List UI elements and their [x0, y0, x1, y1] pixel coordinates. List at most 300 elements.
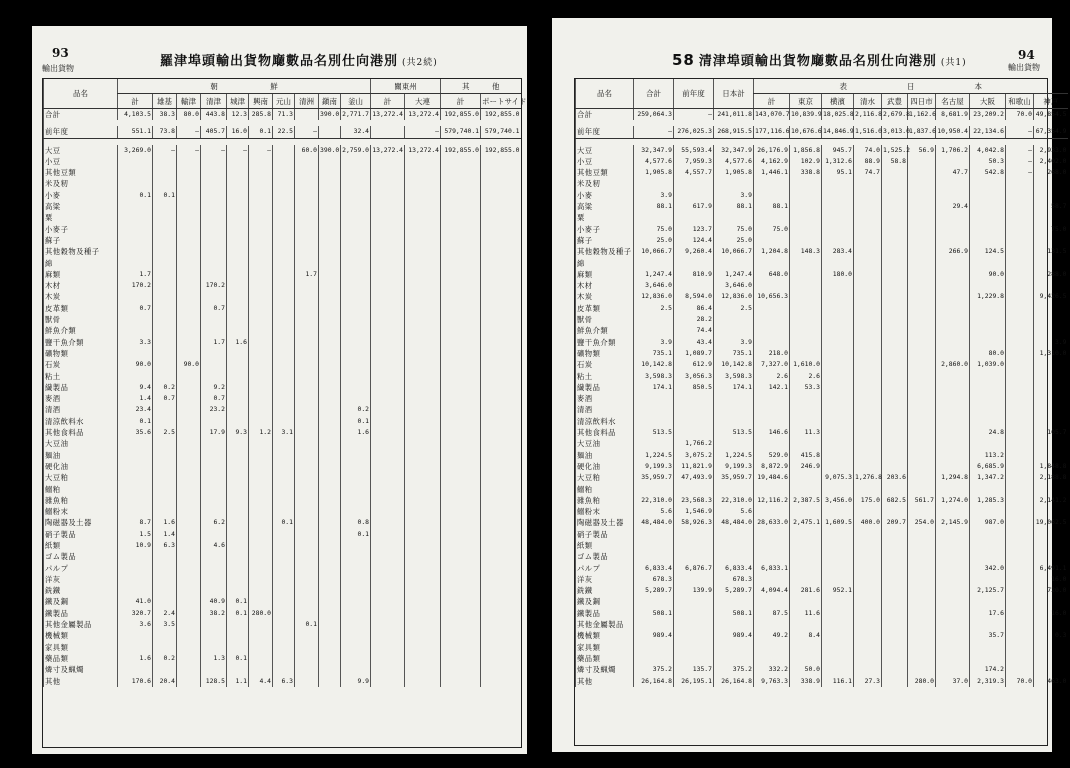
table-cell [177, 382, 201, 393]
table-cell [177, 653, 201, 664]
table-cell: 9.4 [118, 382, 153, 393]
table-cell [854, 224, 882, 235]
table-cell [341, 246, 371, 257]
table-cell [273, 314, 295, 325]
table-cell [153, 664, 177, 675]
table-cell [341, 224, 371, 235]
table-cell: 332.2 [754, 664, 790, 675]
table-cell [319, 630, 341, 641]
table-cell [441, 484, 481, 495]
table-row [576, 212, 1068, 223]
table-cell [201, 664, 227, 675]
table-cell [970, 393, 1006, 404]
table-cell: 320.7 [118, 608, 153, 619]
table-cell [1006, 269, 1034, 280]
table-cell [970, 382, 1006, 393]
table-cell [908, 291, 936, 302]
table-cell [249, 201, 273, 212]
table-row [576, 461, 1068, 472]
table-cell [1006, 348, 1034, 359]
table-cell [118, 178, 153, 189]
table-cell [822, 664, 854, 675]
table-cell: 49.2 [754, 630, 790, 641]
table-cell [405, 348, 441, 359]
table-cell [249, 337, 273, 348]
table-cell [201, 359, 227, 370]
table-cell: 1,706.2 [936, 145, 970, 156]
table-cell [405, 201, 441, 212]
table-cell [341, 359, 371, 370]
table-cell [790, 484, 822, 495]
table-cell [441, 190, 481, 201]
table-cell [1006, 178, 1034, 189]
table-cell: 170.2 [118, 280, 153, 291]
table-cell: 2,771.7 [341, 109, 371, 121]
table-cell [227, 201, 249, 212]
table-cell: 113.2 [970, 450, 1006, 461]
table-cell [936, 404, 970, 415]
table-cell: 405.7 [201, 126, 227, 138]
table-cell [153, 235, 177, 246]
table-cell [405, 630, 441, 641]
table-cell: 1,856.8 [790, 145, 822, 156]
table-row [44, 574, 521, 585]
table-cell: 5.6 [634, 506, 674, 517]
row-label: 獸骨 [44, 314, 118, 325]
table-cell [153, 291, 177, 302]
table-cell [273, 393, 295, 404]
table-cell [634, 596, 674, 607]
table-cell [227, 348, 249, 359]
table-cell: 561.7 [908, 495, 936, 506]
table-cell [177, 574, 201, 585]
table-cell [153, 359, 177, 370]
row-label: 清酒 [44, 404, 118, 415]
table-cell: 48,484.0 [714, 517, 754, 528]
table-cell [790, 472, 822, 483]
table-row [44, 540, 521, 551]
table-cell [1006, 461, 1034, 472]
table-row [576, 416, 1068, 427]
row-label: 繊製品 [44, 382, 118, 393]
table-cell [634, 551, 674, 562]
table-cell [405, 167, 441, 178]
table-cell: 276,025.3 [674, 126, 714, 138]
table-cell [854, 382, 882, 393]
table-cell [970, 258, 1006, 269]
table-cell [936, 235, 970, 246]
table-cell [1006, 585, 1034, 596]
table-cell [970, 506, 1006, 517]
row-label: 其他食料品 [44, 427, 118, 438]
table-cell [371, 517, 405, 528]
table-cell: 5.6 [714, 506, 754, 517]
table-cell [405, 574, 441, 585]
table-cell [1034, 190, 1068, 201]
table-cell [405, 427, 441, 438]
table-row [576, 551, 1068, 562]
table-cell [970, 529, 1006, 540]
table-cell [822, 427, 854, 438]
table-cell [153, 258, 177, 269]
row-label: 硬化油 [44, 461, 118, 472]
table-cell [227, 325, 249, 336]
table-cell [405, 653, 441, 664]
row-label: 礦物類 [576, 348, 634, 359]
table-cell [177, 314, 201, 325]
table-cell [908, 393, 936, 404]
table-cell: 142.1 [754, 382, 790, 393]
table-cell [441, 291, 481, 302]
table-cell [405, 461, 441, 472]
table-cell [227, 438, 249, 449]
table-cell: 2,141.2 [1034, 495, 1068, 506]
table-cell [634, 540, 674, 551]
table-row [576, 201, 1068, 212]
table-cell [854, 393, 882, 404]
table-cell [405, 540, 441, 551]
row-label: 鹽干魚介類 [576, 337, 634, 348]
table-cell: 1,546.9 [674, 506, 714, 517]
table-cell [790, 438, 822, 449]
table-cell [481, 178, 521, 189]
table-cell [371, 438, 405, 449]
table-cell: 14,846.9 [822, 126, 854, 138]
table-cell: 12,836.0 [634, 291, 674, 302]
table-cell [227, 156, 249, 167]
table-cell [249, 495, 273, 506]
table-cell [295, 472, 319, 483]
table-cell [822, 574, 854, 585]
table-cell [908, 450, 936, 461]
row-label: 木炭 [576, 291, 634, 302]
row-label: 其他穀物及種子 [577, 247, 632, 257]
table-cell: 4,162.9 [754, 156, 790, 167]
table-cell [441, 438, 481, 449]
table-row [44, 653, 521, 664]
table-cell [790, 348, 822, 359]
row-label: ゴム製品 [576, 551, 634, 562]
table-cell [295, 393, 319, 404]
table-cell [319, 371, 341, 382]
table-cell: 90.0 [118, 359, 153, 370]
table-row [576, 269, 1068, 280]
table-cell [481, 506, 521, 517]
table-cell [1006, 393, 1034, 404]
row-label: 鐵及鋼 [576, 596, 634, 607]
table-cell [634, 619, 674, 630]
table-cell [227, 359, 249, 370]
table-cell [118, 630, 153, 641]
table-cell [481, 156, 521, 167]
table-cell [908, 619, 936, 630]
table-cell [201, 178, 227, 189]
table-cell [341, 438, 371, 449]
column-header: 和歌山 [1006, 94, 1034, 109]
row-label: 鰯粕 [44, 484, 118, 495]
table-cell: 0.8 [341, 517, 371, 528]
table-cell [1006, 596, 1034, 607]
table-cell [754, 314, 790, 325]
table-cell: 17.9 [201, 427, 227, 438]
table-cell [674, 212, 714, 223]
table-cell [1006, 258, 1034, 269]
table-cell [854, 190, 882, 201]
table-cell [754, 190, 790, 201]
table-cell: 283.4 [822, 246, 854, 257]
table-cell [153, 596, 177, 607]
table-cell [295, 450, 319, 461]
table-cell [177, 258, 201, 269]
table-cell [118, 348, 153, 359]
table-row [576, 404, 1068, 415]
table-cell: 678.3 [714, 574, 754, 585]
table-cell [273, 303, 295, 314]
table-cell [674, 551, 714, 562]
table-cell [854, 563, 882, 574]
table-cell [319, 404, 341, 415]
table-row [576, 484, 1068, 495]
table-cell [227, 280, 249, 291]
table-cell [854, 608, 882, 619]
table-cell [854, 337, 882, 348]
table-cell [674, 258, 714, 269]
table-cell [319, 427, 341, 438]
row-label: 小豆 [576, 156, 634, 167]
table-cell [273, 495, 295, 506]
table-cell [371, 472, 405, 483]
table-cell: 148.3 [790, 246, 822, 257]
table-cell [295, 506, 319, 517]
table-cell: 6.3 [153, 540, 177, 551]
table-cell [319, 314, 341, 325]
table-cell: 4,577.6 [634, 156, 674, 167]
table-cell [481, 258, 521, 269]
table-cell [227, 314, 249, 325]
table-cell [822, 416, 854, 427]
table-cell [273, 450, 295, 461]
table-cell [908, 416, 936, 427]
table-cell [634, 653, 674, 664]
table-cell [405, 235, 441, 246]
table-cell: 259,064.3 [634, 109, 674, 121]
table-cell [405, 551, 441, 562]
table-cell: 1.6 [227, 337, 249, 348]
table-row [44, 393, 521, 404]
row-label: 清涼飲料水 [44, 416, 118, 427]
table-cell [371, 574, 405, 585]
table-cell [1034, 450, 1068, 461]
table-cell [341, 382, 371, 393]
table-cell [249, 246, 273, 257]
table-cell [319, 416, 341, 427]
table-cell [249, 156, 273, 167]
table-cell [854, 642, 882, 653]
table-cell: 4,577.6 [714, 156, 754, 167]
table-cell [153, 495, 177, 506]
table-cell [854, 630, 882, 641]
table-cell [714, 314, 754, 325]
table-cell [405, 438, 441, 449]
table-cell: 1,837.6 [908, 126, 936, 138]
table-cell: 285.8 [249, 109, 273, 121]
table-cell: 67,354.9 [1034, 126, 1068, 138]
table-cell [936, 529, 970, 540]
table-cell [177, 303, 201, 314]
table-cell: 16.0 [1034, 608, 1068, 619]
table-cell [481, 495, 521, 506]
table-cell [970, 642, 1006, 653]
table-cell: 3,646.0 [714, 280, 754, 291]
table-cell [201, 484, 227, 495]
table-cell: — [177, 126, 201, 138]
table-cell: 0.1 [295, 619, 319, 630]
table-cell: 6.2 [201, 517, 227, 528]
table-cell [854, 585, 882, 596]
table-cell: 48,484.0 [634, 517, 674, 528]
table-row [44, 461, 521, 472]
table-cell: 9,199.3 [714, 461, 754, 472]
table-cell [295, 495, 319, 506]
table-cell: 28.2 [674, 314, 714, 325]
table-cell [674, 619, 714, 630]
table-cell [936, 371, 970, 382]
table-cell [371, 224, 405, 235]
table-cell [249, 167, 273, 178]
table-cell [273, 269, 295, 280]
table-cell [118, 201, 153, 212]
table-cell [634, 404, 674, 415]
table-cell [153, 630, 177, 641]
table-cell [405, 563, 441, 574]
table-cell: 146.6 [754, 427, 790, 438]
table-cell [273, 619, 295, 630]
table-cell: 17.6 [970, 608, 1006, 619]
table-cell: 192,855.0 [481, 145, 521, 156]
row-label: 機械類 [44, 630, 118, 641]
table-cell [177, 585, 201, 596]
table-cell: 1,224.5 [634, 450, 674, 461]
table-cell [970, 224, 1006, 235]
table-cell: 508.1 [634, 608, 674, 619]
table-cell [295, 382, 319, 393]
table-cell [341, 563, 371, 574]
table-cell: 128.5 [201, 676, 227, 687]
table-row [576, 167, 1068, 178]
table-cell [441, 506, 481, 517]
table-cell [1006, 280, 1034, 291]
table-cell [882, 630, 908, 641]
table-cell [481, 619, 521, 630]
table-cell [295, 109, 319, 121]
table-row [44, 109, 521, 121]
table-cell: 53.3 [790, 382, 822, 393]
table-cell [405, 642, 441, 653]
table-cell: 288.0 [1034, 269, 1068, 280]
table-cell [295, 314, 319, 325]
table-cell [908, 337, 936, 348]
table-cell [341, 506, 371, 517]
table-cell: 102.9 [790, 156, 822, 167]
table-cell [319, 563, 341, 574]
table-cell [908, 585, 936, 596]
table-cell: 88.1 [714, 201, 754, 212]
table-cell: 10,839.9 [790, 109, 822, 121]
table-cell: 13,272.4 [405, 145, 441, 156]
table-cell [319, 608, 341, 619]
table-cell [441, 540, 481, 551]
table-cell [936, 156, 970, 167]
table-cell: 203.6 [882, 472, 908, 483]
table-cell [227, 563, 249, 574]
table-cell [854, 348, 882, 359]
table-row [44, 258, 521, 269]
table-row [44, 303, 521, 314]
table-row [44, 269, 521, 280]
table-cell [1006, 506, 1034, 517]
row-label: 蘇子 [576, 235, 634, 246]
table-cell [714, 178, 754, 189]
table-cell [822, 371, 854, 382]
table-cell [341, 258, 371, 269]
table-cell [854, 178, 882, 189]
table-cell: 20.4 [153, 676, 177, 687]
table-cell [854, 314, 882, 325]
table-cell [882, 348, 908, 359]
table-row [576, 574, 1068, 585]
table-cell: 1,905.8 [714, 167, 754, 178]
table-cell: 35,959.7 [714, 472, 754, 483]
table-cell [441, 608, 481, 619]
table-cell [227, 642, 249, 653]
table-cell [854, 235, 882, 246]
table-cell [249, 642, 273, 653]
table-cell [674, 529, 714, 540]
table-cell [481, 450, 521, 461]
table-cell [1006, 212, 1034, 223]
row-label: 其他金屬製品 [44, 619, 118, 630]
table-cell [295, 642, 319, 653]
table-cell: 7,327.0 [754, 359, 790, 370]
table-cell [371, 664, 405, 675]
table-cell [882, 676, 908, 687]
table-cell [854, 416, 882, 427]
table-cell [822, 596, 854, 607]
table-cell [882, 653, 908, 664]
table-cell [1034, 529, 1068, 540]
column-header: 神戸 [1034, 94, 1068, 109]
table-cell [441, 404, 481, 415]
table-cell: 11,821.9 [674, 461, 714, 472]
table-cell [371, 484, 405, 495]
table-cell [441, 517, 481, 528]
table-cell [201, 235, 227, 246]
table-cell: 2.6 [790, 371, 822, 382]
table-cell [371, 585, 405, 596]
table-cell [822, 303, 854, 314]
table-cell [249, 325, 273, 336]
table-cell: 32,347.9 [634, 145, 674, 156]
page-number: 93 [52, 46, 69, 60]
table-cell [227, 517, 249, 528]
table-cell: 579,740.1 [481, 126, 521, 138]
table-cell [908, 540, 936, 551]
table-cell: 2,145.9 [936, 517, 970, 528]
table-cell: — [1006, 167, 1034, 178]
table-cell [481, 212, 521, 223]
table-cell: 1,276.8 [854, 472, 882, 483]
table-cell [153, 484, 177, 495]
